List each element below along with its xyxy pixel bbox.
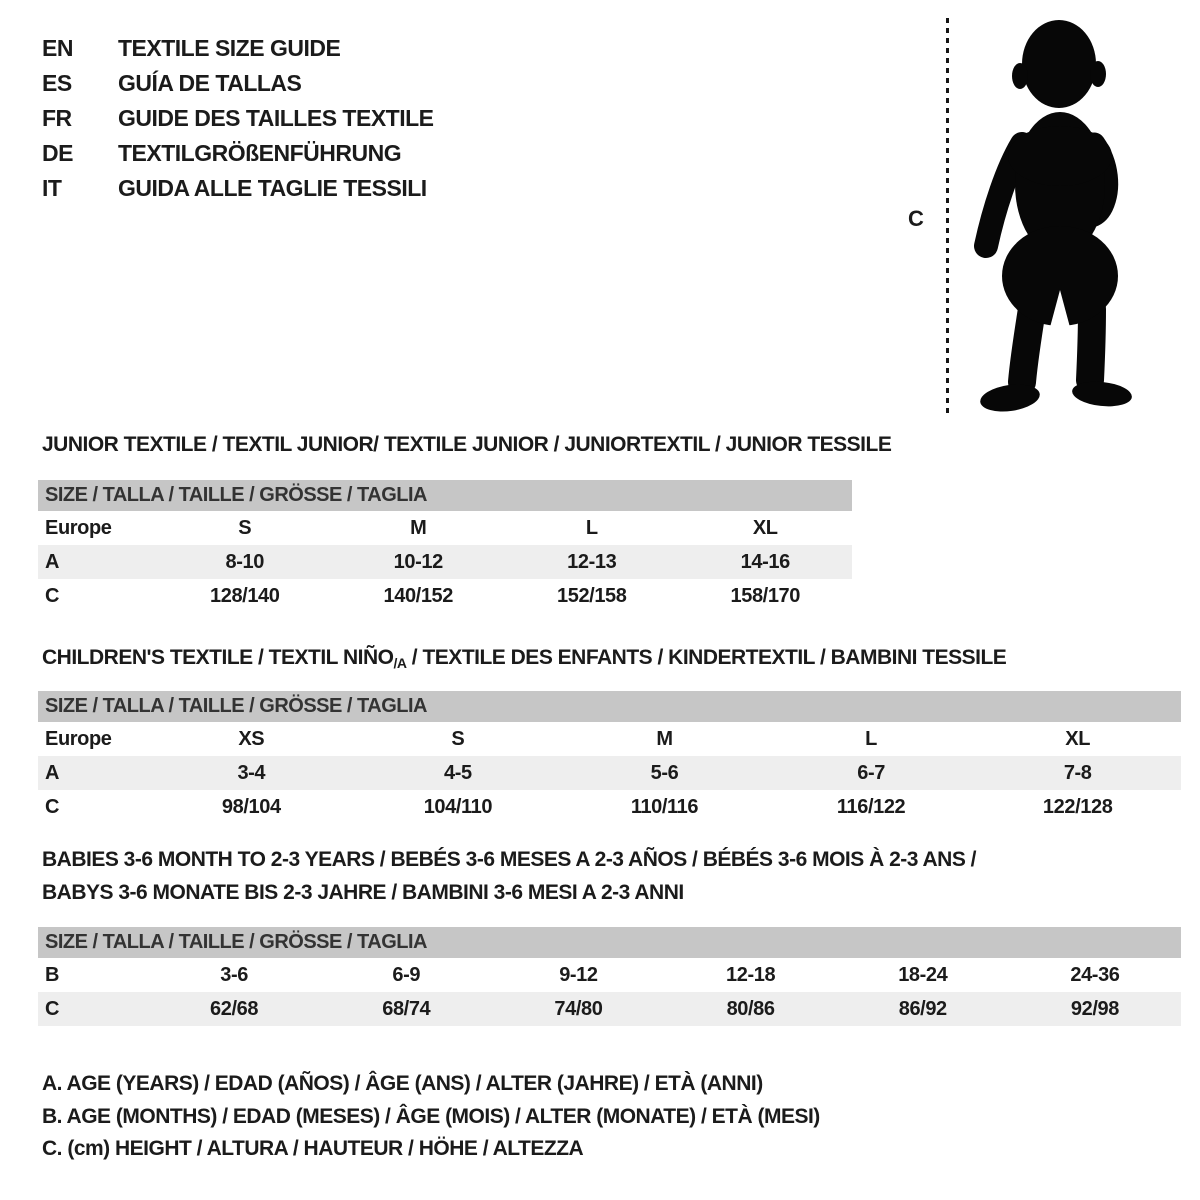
children-title-main: CHILDREN'S TEXTILE / TEXTIL NIÑO xyxy=(42,646,394,669)
table-row xyxy=(38,545,852,579)
size-value-cell: 86/92 xyxy=(898,998,947,1020)
size-value-cell: 6-9 xyxy=(392,964,421,986)
row-label: B xyxy=(45,964,60,986)
table-row xyxy=(38,511,852,545)
babies-section-title-line1: BABIES 3-6 MONTH TO 2-3 YEARS / BEBÉS 3-6 MESES A 2-3 AÑOS / BÉBÉS 3-6 MOIS À 2-3 ANS / xyxy=(42,848,977,871)
language-code: FR xyxy=(42,105,72,131)
size-value-cell: 6-7 xyxy=(857,762,885,784)
language-row xyxy=(42,101,434,136)
height-measure-dashed-line xyxy=(946,18,949,418)
children-title-rest: / TEXTILE DES ENFANTS / KINDERTEXTIL / BAMBINI TESSILE xyxy=(406,646,1007,669)
size-value-cell: 10-12 xyxy=(393,551,443,573)
size-value-cell: 4-5 xyxy=(444,762,472,784)
row-label: C xyxy=(45,796,60,818)
size-value-cell: 80/86 xyxy=(726,998,775,1020)
footnote-age-years: A. AGE (YEARS) / EDAD (AÑOS) / ÂGE (ANS) / ALTER (JAHRE) / ETÀ (ANNI) xyxy=(42,1072,763,1095)
toddler-silhouette-icon xyxy=(962,14,1140,420)
table-row xyxy=(38,579,852,613)
children-size-table xyxy=(38,691,1181,824)
junior-section-title: JUNIOR TEXTILE / TEXTIL JUNIOR/ TEXTILE JUNIOR / JUNIORTEXTIL / JUNIOR TESSILE xyxy=(42,433,892,456)
row-label: A xyxy=(45,762,60,784)
size-value-cell: 152/158 xyxy=(557,585,627,607)
size-value-cell: 110/116 xyxy=(630,796,699,818)
size-value-cell: 62/68 xyxy=(210,998,259,1020)
size-value-cell: 7-8 xyxy=(1063,762,1092,784)
babies-section-title-line2: BABYS 3-6 MONATE BIS 2-3 JAHRE / BAMBINI 3-6 MESI A 2-3 ANNI xyxy=(42,881,684,904)
language-code: IT xyxy=(42,175,62,201)
size-value-cell: 122/128 xyxy=(1042,796,1113,818)
size-value-cell: 140/152 xyxy=(383,585,453,607)
language-code: ES xyxy=(42,70,72,96)
size-value-cell: L xyxy=(865,728,877,750)
size-header-bar: SIZE / TALLA / TAILLE / GRÖSSE / TAGLIA xyxy=(38,480,852,511)
language-code: DE xyxy=(42,140,73,166)
language-code: EN xyxy=(42,35,73,61)
size-value-cell: 3-4 xyxy=(237,762,266,784)
table-row xyxy=(38,992,1181,1026)
table-row xyxy=(38,958,1181,992)
language-row xyxy=(42,31,434,66)
language-list xyxy=(42,31,434,206)
size-value-cell: 9-12 xyxy=(559,964,598,986)
size-value-cell: 92/98 xyxy=(1070,998,1119,1020)
row-label: C xyxy=(45,998,60,1020)
row-label: Europe xyxy=(45,728,112,750)
size-value-cell: 74/80 xyxy=(554,998,603,1020)
size-value-cell: S xyxy=(238,517,252,539)
row-label: A xyxy=(45,551,60,573)
language-title: TEXTILGRÖßENFÜHRUNG xyxy=(118,140,402,166)
table-body xyxy=(38,511,852,613)
size-header-bar: SIZE / TALLA / TAILLE / GRÖSSE / TAGLIA xyxy=(38,927,1181,958)
height-measure-label: C xyxy=(908,206,924,231)
table-row xyxy=(38,756,1181,790)
table-body xyxy=(38,722,1181,824)
footnote-height-cm: C. (cm) HEIGHT / ALTURA / HAUTEUR / HÖHE / ALTEZZA xyxy=(42,1137,584,1160)
language-row xyxy=(42,66,434,101)
size-value-cell: 5-6 xyxy=(650,762,679,784)
language-title: GUIDE DES TAILLES TEXTILE xyxy=(118,105,434,131)
language-title: GUÍA DE TALLAS xyxy=(118,70,302,96)
language-title: GUIDA ALLE TAGLIE TESSILI xyxy=(118,175,427,201)
children-title-subscript: /A xyxy=(393,655,407,671)
language-row xyxy=(42,136,434,171)
language-row xyxy=(42,171,434,206)
size-value-cell: 24-36 xyxy=(1070,964,1120,986)
size-value-cell: 116/122 xyxy=(836,796,906,818)
size-value-cell: 104/110 xyxy=(423,796,493,818)
size-value-cell: 128/140 xyxy=(210,585,280,607)
size-value-cell: 18-24 xyxy=(898,964,948,986)
size-value-cell: 98/104 xyxy=(221,796,281,818)
size-value-cell: L xyxy=(585,517,598,539)
children-section-title xyxy=(42,646,1006,671)
size-value-cell: XL xyxy=(1065,728,1091,750)
size-value-cell: 8-10 xyxy=(225,551,264,573)
size-value-cell: 3-6 xyxy=(220,964,248,986)
row-label: Europe xyxy=(45,517,112,539)
size-value-cell: M xyxy=(656,728,673,750)
size-value-cell: S xyxy=(451,728,465,750)
junior-size-table xyxy=(38,480,852,613)
size-value-cell: XS xyxy=(238,728,265,750)
size-value-cell: XL xyxy=(752,517,778,539)
footnote-age-months: B. AGE (MONTHS) / EDAD (MESES) / ÂGE (MOIS) / ALTER (MONATE) / ETÀ (MESI) xyxy=(42,1105,820,1128)
row-label: C xyxy=(45,585,60,607)
size-value-cell: M xyxy=(410,517,427,539)
table-row xyxy=(38,722,1181,756)
size-value-cell: 68/74 xyxy=(382,998,431,1020)
size-value-cell: 12-13 xyxy=(567,551,617,573)
size-value-cell: 14-16 xyxy=(740,551,790,573)
size-value-cell: 12-18 xyxy=(726,964,776,986)
size-header-bar: SIZE / TALLA / TAILLE / GRÖSSE / TAGLIA xyxy=(38,691,1181,722)
language-title: TEXTILE SIZE GUIDE xyxy=(118,35,341,61)
babies-size-table xyxy=(38,927,1181,1026)
table-body xyxy=(38,958,1181,1026)
table-row xyxy=(38,790,1181,824)
size-value-cell: 158/170 xyxy=(730,585,800,607)
